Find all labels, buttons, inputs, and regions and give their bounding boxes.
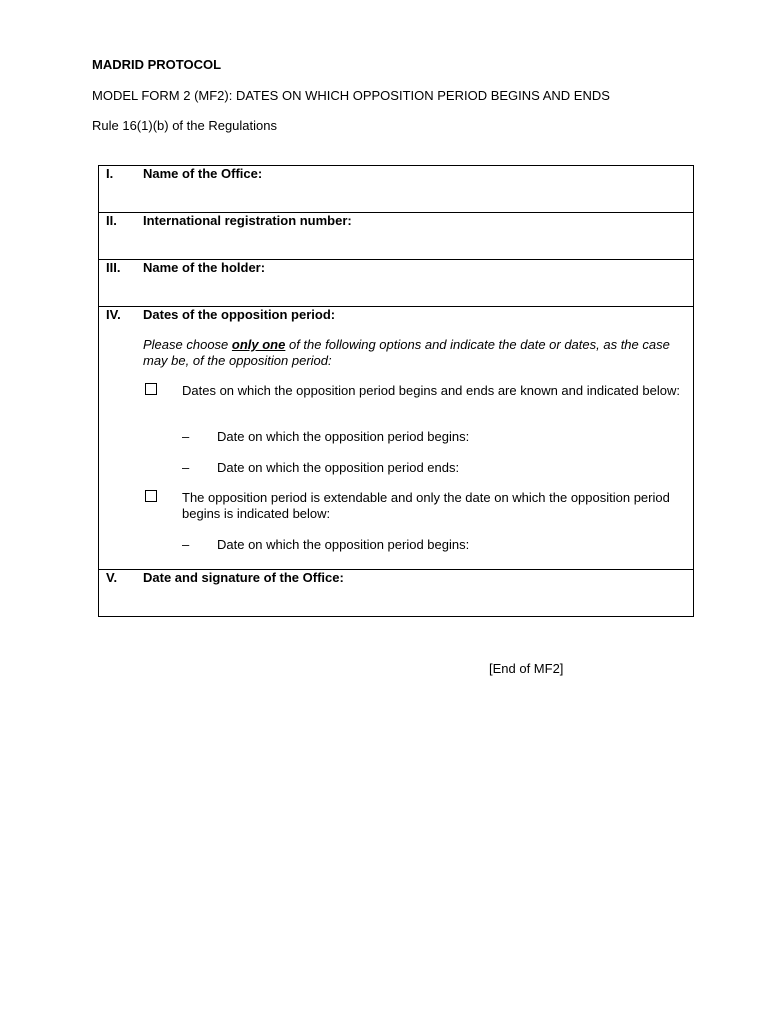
extendable-begins-date-item	[182, 537, 469, 552]
opposition-ends-date-item	[182, 460, 459, 475]
section-number: V.	[106, 570, 118, 585]
instruction-text-end: of the following options and indicate the date or dates, as the case may be, of the opposition period:	[143, 337, 670, 368]
section-title: Name of the holder:	[143, 260, 266, 275]
instruction-text-start: Please choose	[143, 337, 232, 352]
section-office-name	[99, 166, 693, 212]
option-extendable-checkbox[interactable]	[145, 490, 157, 502]
form-heading: MADRID PROTOCOL	[92, 57, 222, 72]
option-known-dates-checkbox[interactable]	[145, 383, 157, 395]
option-known-dates-label: Dates on which the opposition period begins and ends are known and indicated below:	[182, 383, 680, 398]
rule-reference: Rule 16(1)(b) of the Regulations	[92, 118, 277, 133]
sub-item-label: Date on which the opposition period ends:	[217, 460, 460, 475]
section-number: III.	[106, 260, 121, 275]
section-title: International registration number:	[143, 213, 352, 228]
sub-item-label: Date on which the opposition period begins:	[217, 537, 470, 552]
sub-item-label: Date on which the opposition period begins:	[217, 429, 470, 444]
instruction-emphasis: only one	[231, 337, 286, 352]
dash-bullet: –	[182, 460, 190, 475]
dash-bullet: –	[182, 429, 190, 444]
section-number: II.	[106, 213, 117, 228]
section-number: I.	[106, 166, 114, 181]
dash-bullet: –	[182, 537, 190, 552]
section-number: IV.	[106, 307, 121, 322]
opposition-begins-date-item	[182, 429, 469, 444]
model-form-title: MODEL FORM 2 (MF2): DATES ON WHICH OPPOSITION PERIOD BEGINS AND ENDS	[92, 88, 610, 103]
option-extendable-label: The opposition period is extendable and only the date on which the opposition period begins is indicated below:	[182, 490, 670, 521]
section-title: Dates of the opposition period:	[143, 307, 336, 322]
section-title: Name of the Office:	[143, 166, 263, 181]
section-registration-number	[99, 212, 693, 259]
section-holder-name	[99, 259, 693, 306]
section-opposition-dates	[99, 306, 693, 569]
section-title: Date and signature of the Office:	[143, 570, 344, 585]
form-table	[98, 165, 694, 617]
end-note: [End of MF2]	[489, 661, 564, 676]
opposition-instruction	[143, 337, 688, 369]
section-date-signature	[99, 569, 693, 616]
